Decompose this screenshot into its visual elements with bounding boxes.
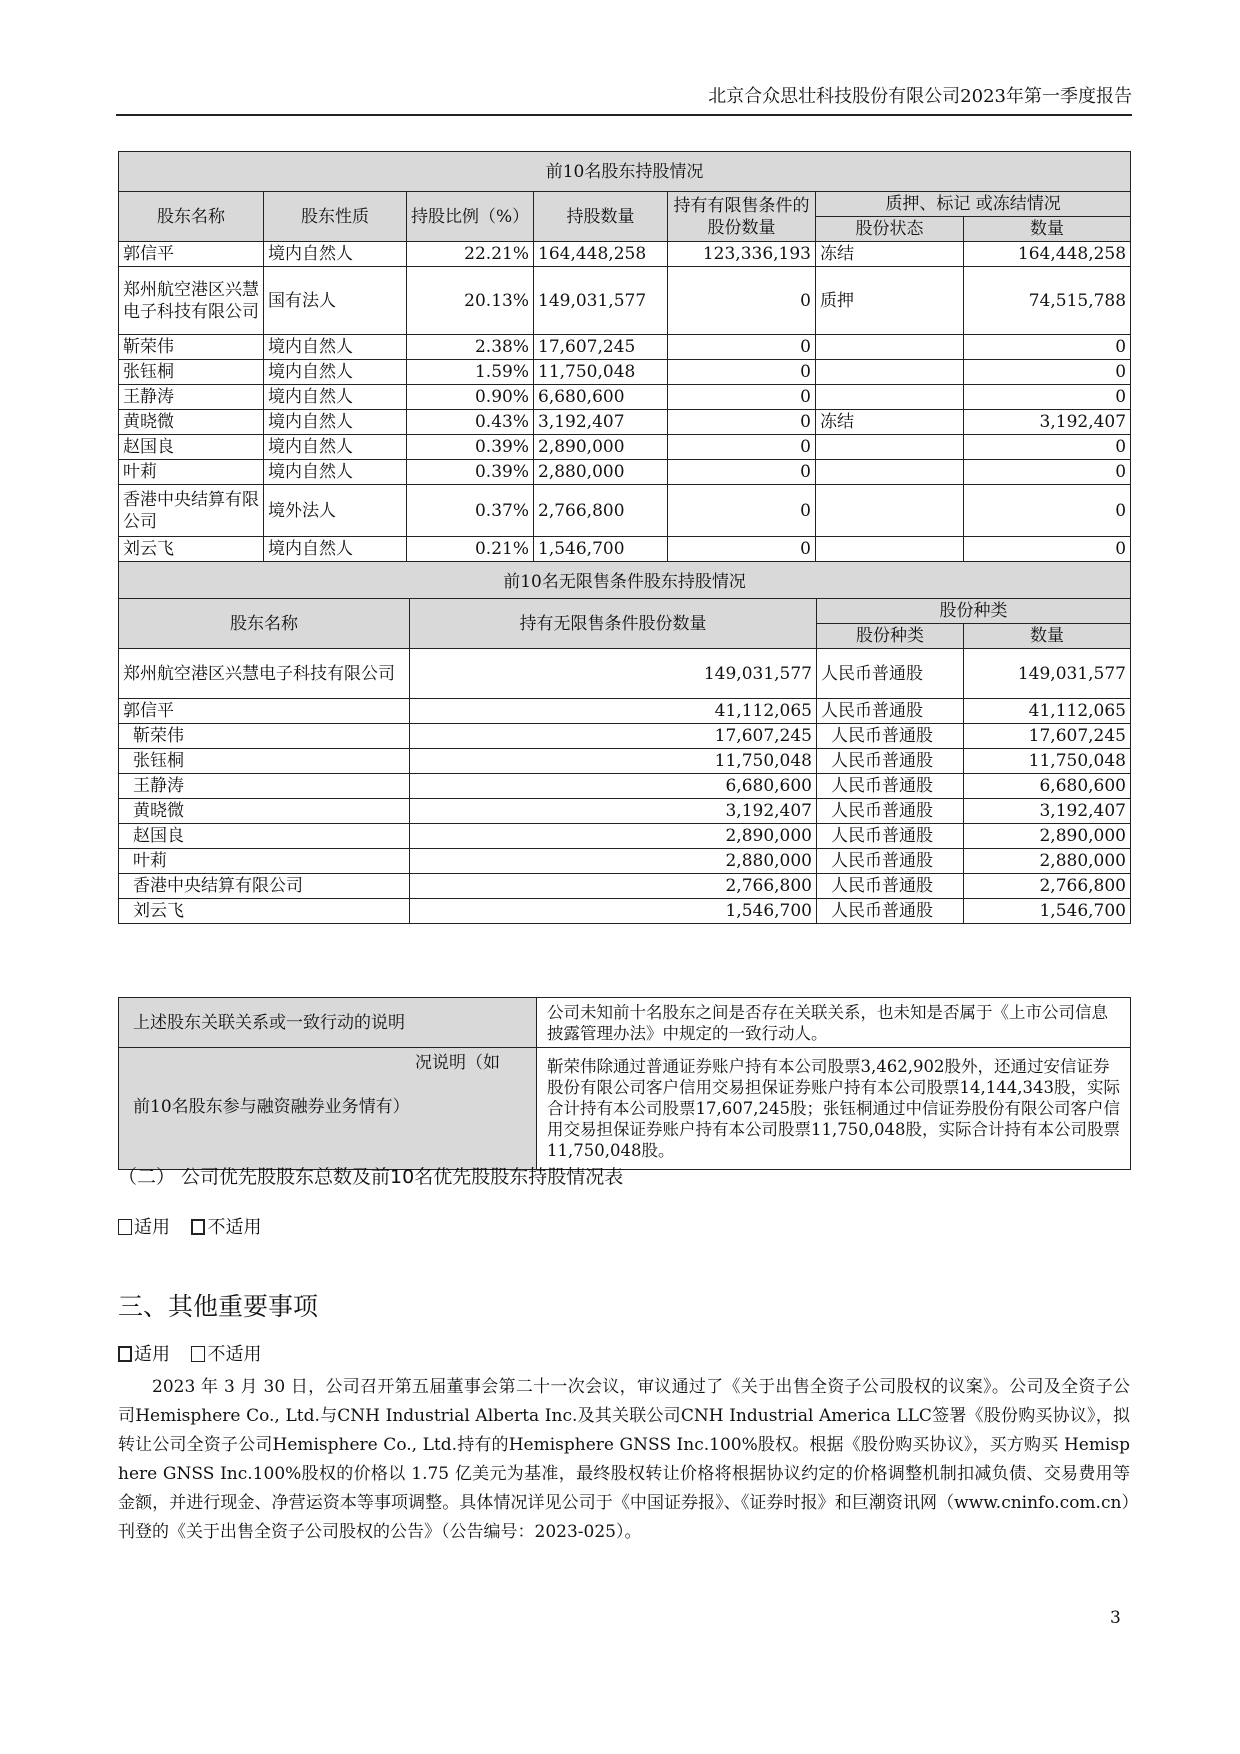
cell-restricted: 0 [668, 435, 816, 460]
cell-type: 人民币普通股 [817, 649, 964, 699]
cell-nature: 境内自然人 [264, 335, 407, 360]
unrestricted-table-title: 前10名无限售条件股东持股情况 [119, 562, 1131, 602]
table-row [119, 485, 1131, 537]
cell-type: 人民币普通股 [817, 724, 964, 749]
cell-shares: 11,750,048 [534, 360, 668, 385]
cell-name: 郑州航空港区兴慧电子科技有限公司 [119, 267, 264, 335]
cell-shares: 149,031,577 [534, 267, 668, 335]
cell-restricted: 0 [668, 460, 816, 485]
cell-qty: 0 [964, 385, 1131, 410]
cell-qty: 2,766,800 [964, 874, 1131, 899]
cell-shares: 2,880,000 [534, 460, 668, 485]
cell-qty: 0 [964, 485, 1131, 537]
cell-ratio: 0.39% [407, 460, 534, 485]
cell-type: 人民币普通股 [817, 824, 964, 849]
cell-restricted: 0 [668, 410, 816, 435]
cell-nature: 境内自然人 [264, 360, 407, 385]
cell-name: 刘云飞 [119, 899, 410, 924]
cell-shares: 1,546,700 [410, 899, 817, 924]
cell-name: 刘云飞 [119, 537, 264, 562]
cell-name: 郭信平 [119, 242, 264, 267]
cell-type: 人民币普通股 [817, 699, 964, 724]
cell-shares: 11,750,048 [410, 749, 817, 774]
cell-qty: 11,750,048 [964, 749, 1131, 774]
cell-shares: 1,546,700 [534, 537, 668, 562]
col-header-qty: 数量 [964, 624, 1131, 649]
col-header-name: 股东名称 [119, 599, 410, 649]
top10-unrestricted-table [118, 598, 1131, 924]
table-row [119, 699, 1131, 724]
relation-text: 公司未知前十名股东之间是否存在关联关系，也未知是否属于《上市公司信息披露管理办法》中规定的一致行动人。 [537, 998, 1131, 1048]
cell-name: 赵国良 [119, 435, 264, 460]
cell-nature: 境内自然人 [264, 435, 407, 460]
cell-status [816, 360, 964, 385]
cell-shares: 2,890,000 [534, 435, 668, 460]
cell-shares: 164,448,258 [534, 242, 668, 267]
cell-nature: 境内自然人 [264, 410, 407, 435]
cell-type: 人民币普通股 [817, 774, 964, 799]
cell-shares: 2,890,000 [410, 824, 817, 849]
cell-qty: 0 [964, 360, 1131, 385]
cell-status [816, 460, 964, 485]
cell-name: 黄晓微 [119, 410, 264, 435]
top10-shareholders-table [118, 151, 1131, 602]
cell-status [816, 537, 964, 562]
cell-name: 香港中央结算有限公司 [119, 485, 264, 537]
cell-ratio: 0.37% [407, 485, 534, 537]
table-row [119, 335, 1131, 360]
table-row [119, 537, 1131, 562]
cell-qty: 164,448,258 [964, 242, 1131, 267]
cell-shares: 3,192,407 [410, 799, 817, 824]
cell-ratio: 0.43% [407, 410, 534, 435]
cell-ratio: 20.13% [407, 267, 534, 335]
section-title: 三、其他重要事项 [118, 1292, 319, 1321]
cell-status: 质押 [816, 267, 964, 335]
cell-name: 香港中央结算有限公司 [119, 874, 410, 899]
col-header-name: 股东名称 [119, 192, 264, 242]
cell-qty: 2,880,000 [964, 849, 1131, 874]
table-row [119, 410, 1131, 435]
cell-type: 人民币普通股 [817, 899, 964, 924]
header-rule [116, 114, 1132, 116]
cell-name: 叶莉 [119, 460, 264, 485]
checkbox-not-applicable[interactable] [191, 1346, 205, 1362]
col-header-type-group: 股份种类 [817, 599, 1131, 624]
not-applicable-label: 不适用 [207, 1344, 262, 1365]
cell-status: 冻结 [816, 242, 964, 267]
cell-shares: 41,112,065 [410, 699, 817, 724]
cell-ratio: 0.90% [407, 385, 534, 410]
cell-qty: 0 [964, 435, 1131, 460]
cell-shares: 6,680,600 [410, 774, 817, 799]
cell-name: 靳荣伟 [119, 724, 410, 749]
cell-restricted: 0 [668, 335, 816, 360]
table-row [119, 849, 1131, 874]
cell-name: 郭信平 [119, 699, 410, 724]
margin-label: 前10名股东参与融资融券业务情有） [133, 1097, 410, 1117]
shareholder-notes-table [118, 997, 1131, 1170]
table-row [119, 360, 1131, 385]
cell-name: 赵国良 [119, 824, 410, 849]
col-header-restricted: 持有有限售条件的股份数量 [668, 192, 816, 242]
cell-status: 冻结 [816, 410, 964, 435]
cell-type: 人民币普通股 [817, 799, 964, 824]
cell-status [816, 485, 964, 537]
col-header-shares: 持股数量 [534, 192, 668, 242]
cell-qty: 0 [964, 537, 1131, 562]
col-header-pledge-qty: 数量 [964, 217, 1131, 242]
cell-status [816, 335, 964, 360]
cell-qty: 3,192,407 [964, 799, 1131, 824]
preferred-title: （二） 公司优先股股东总数及前10名优先股股东持股情况表 [118, 1166, 624, 1188]
cell-name: 张钰桐 [119, 749, 410, 774]
cell-restricted: 0 [668, 360, 816, 385]
cell-qty: 74,515,788 [964, 267, 1131, 335]
table-row [119, 824, 1131, 849]
cell-name: 黄晓微 [119, 799, 410, 824]
cell-type: 人民币普通股 [817, 749, 964, 774]
margin-text: 靳荣伟除通过普通证券账户持有本公司股票3,462,902股外，还通过安信证券股份有限公司客户信用交易担保证券账户持有本公司股票14,144,343股，实际合计持有本公司股票17,607,245股；张钰桐通过中信证券股份有限公司客户信用交易担保证券账户持有本公司股票11,750,048股，实际合计持有本公司股票11,750,048股。 [537, 1048, 1131, 1170]
page-number: 3 [1110, 1608, 1121, 1628]
cell-shares: 2,766,800 [410, 874, 817, 899]
cell-qty: 3,192,407 [964, 410, 1131, 435]
table-row [119, 874, 1131, 899]
not-applicable-label: 不适用 [207, 1217, 262, 1238]
cell-qty: 6,680,600 [964, 774, 1131, 799]
cell-qty: 2,890,000 [964, 824, 1131, 849]
margin-label-top: 况说明（如 [415, 1053, 500, 1073]
section3-body: 2023 年 3 月 30 日，公司召开第五届董事会第二十一次会议，审议通过了《关于出售全资子公司股权的议案》。公司及全资子公司Hemisphere Co., Ltd.与CNH Industrial Alberta Inc.及其关联公司CNH Industrial America LLC签署《股份购买协议》，拟转让公司全资子公司Hemisphere Co., Ltd.持有的Hemisphere GNSS Inc.100%股权。根据《股份购买协议》，买方购买 Hemisphere GNSS Inc.100%股权的价格以 1.75 亿美元为基准，最终股权转让价格将根据协议约定的价格调整机制扣减负债、交易费用等金额，并进行现金、净营运资本等事项调整。具体情况详见公司于《中国证券报》、《证券时报》和巨潮资讯网（www.cninfo.com.cn）刊登的《关于出售全资子公司股权的公告》（公告编号：2023-025）。 [118, 1377, 1130, 1542]
cell-name: 张钰桐 [119, 360, 264, 385]
cell-name: 王静涛 [119, 774, 410, 799]
cell-qty: 149,031,577 [964, 649, 1131, 699]
cell-name: 叶莉 [119, 849, 410, 874]
col-header-nature: 股东性质 [264, 192, 407, 242]
cell-ratio: 1.59% [407, 360, 534, 385]
cell-qty: 41,112,065 [964, 699, 1131, 724]
cell-nature: 境内自然人 [264, 537, 407, 562]
table-row [119, 460, 1131, 485]
page-header: 北京合众思壮科技股份有限公司2023年第一季度报告 [708, 86, 1132, 107]
checkbox-applicable[interactable] [118, 1346, 132, 1362]
cell-qty: 0 [964, 335, 1131, 360]
cell-qty: 1,546,700 [964, 899, 1131, 924]
table-row [119, 724, 1131, 749]
cell-restricted: 0 [668, 537, 816, 562]
cell-name: 王静涛 [119, 385, 264, 410]
cell-nature: 境内自然人 [264, 460, 407, 485]
cell-ratio: 0.39% [407, 435, 534, 460]
cell-shares: 17,607,245 [410, 724, 817, 749]
cell-ratio: 2.38% [407, 335, 534, 360]
table-row [119, 242, 1131, 267]
cell-nature: 境内自然人 [264, 385, 407, 410]
table-row [119, 385, 1131, 410]
cell-restricted: 0 [668, 485, 816, 537]
cell-restricted: 0 [668, 267, 816, 335]
table-row [119, 774, 1131, 799]
table-row [119, 267, 1131, 335]
cell-name: 郑州航空港区兴慧电子科技有限公司 [119, 649, 410, 699]
table-row [119, 435, 1131, 460]
cell-restricted: 0 [668, 385, 816, 410]
cell-status [816, 435, 964, 460]
checkbox-not-applicable[interactable] [191, 1219, 205, 1235]
col-header-unrestricted-shares: 持有无限售条件股份数量 [410, 599, 817, 649]
cell-status [816, 385, 964, 410]
checkbox-applicable[interactable] [118, 1219, 132, 1235]
section3-applicability [118, 1343, 1130, 1367]
col-header-pledge-status: 股份状态 [816, 217, 964, 242]
cell-nature: 境外法人 [264, 485, 407, 537]
col-header-type: 股份种类 [817, 624, 964, 649]
cell-shares: 3,192,407 [534, 410, 668, 435]
cell-qty: 0 [964, 460, 1131, 485]
margin-label-cell [119, 1048, 537, 1170]
cell-nature: 境内自然人 [264, 242, 407, 267]
table-row [119, 799, 1131, 824]
cell-shares: 2,766,800 [534, 485, 668, 537]
col-header-pledge-group: 质押、标记 或冻结情况 [816, 192, 1131, 217]
cell-shares: 17,607,245 [534, 335, 668, 360]
applicable-label: 适用 [134, 1344, 170, 1365]
relation-label: 上述股东关联关系或一致行动的说明 [119, 998, 537, 1048]
table-title: 前10名股东持股情况 [119, 152, 1131, 192]
cell-shares: 149,031,577 [410, 649, 817, 699]
applicable-label: 适用 [134, 1217, 170, 1238]
col-header-ratio: 持股比例（%） [407, 192, 534, 242]
cell-qty: 17,607,245 [964, 724, 1131, 749]
cell-shares: 2,880,000 [410, 849, 817, 874]
cell-nature: 国有法人 [264, 267, 407, 335]
cell-name: 靳荣伟 [119, 335, 264, 360]
table-row [119, 899, 1131, 924]
cell-type: 人民币普通股 [817, 849, 964, 874]
table-row [119, 749, 1131, 774]
cell-restricted: 123,336,193 [668, 242, 816, 267]
cell-shares: 6,680,600 [534, 385, 668, 410]
preferred-applicability [118, 1216, 1130, 1240]
table-row [119, 649, 1131, 699]
cell-type: 人民币普通股 [817, 874, 964, 899]
cell-ratio: 22.21% [407, 242, 534, 267]
cell-ratio: 0.21% [407, 537, 534, 562]
